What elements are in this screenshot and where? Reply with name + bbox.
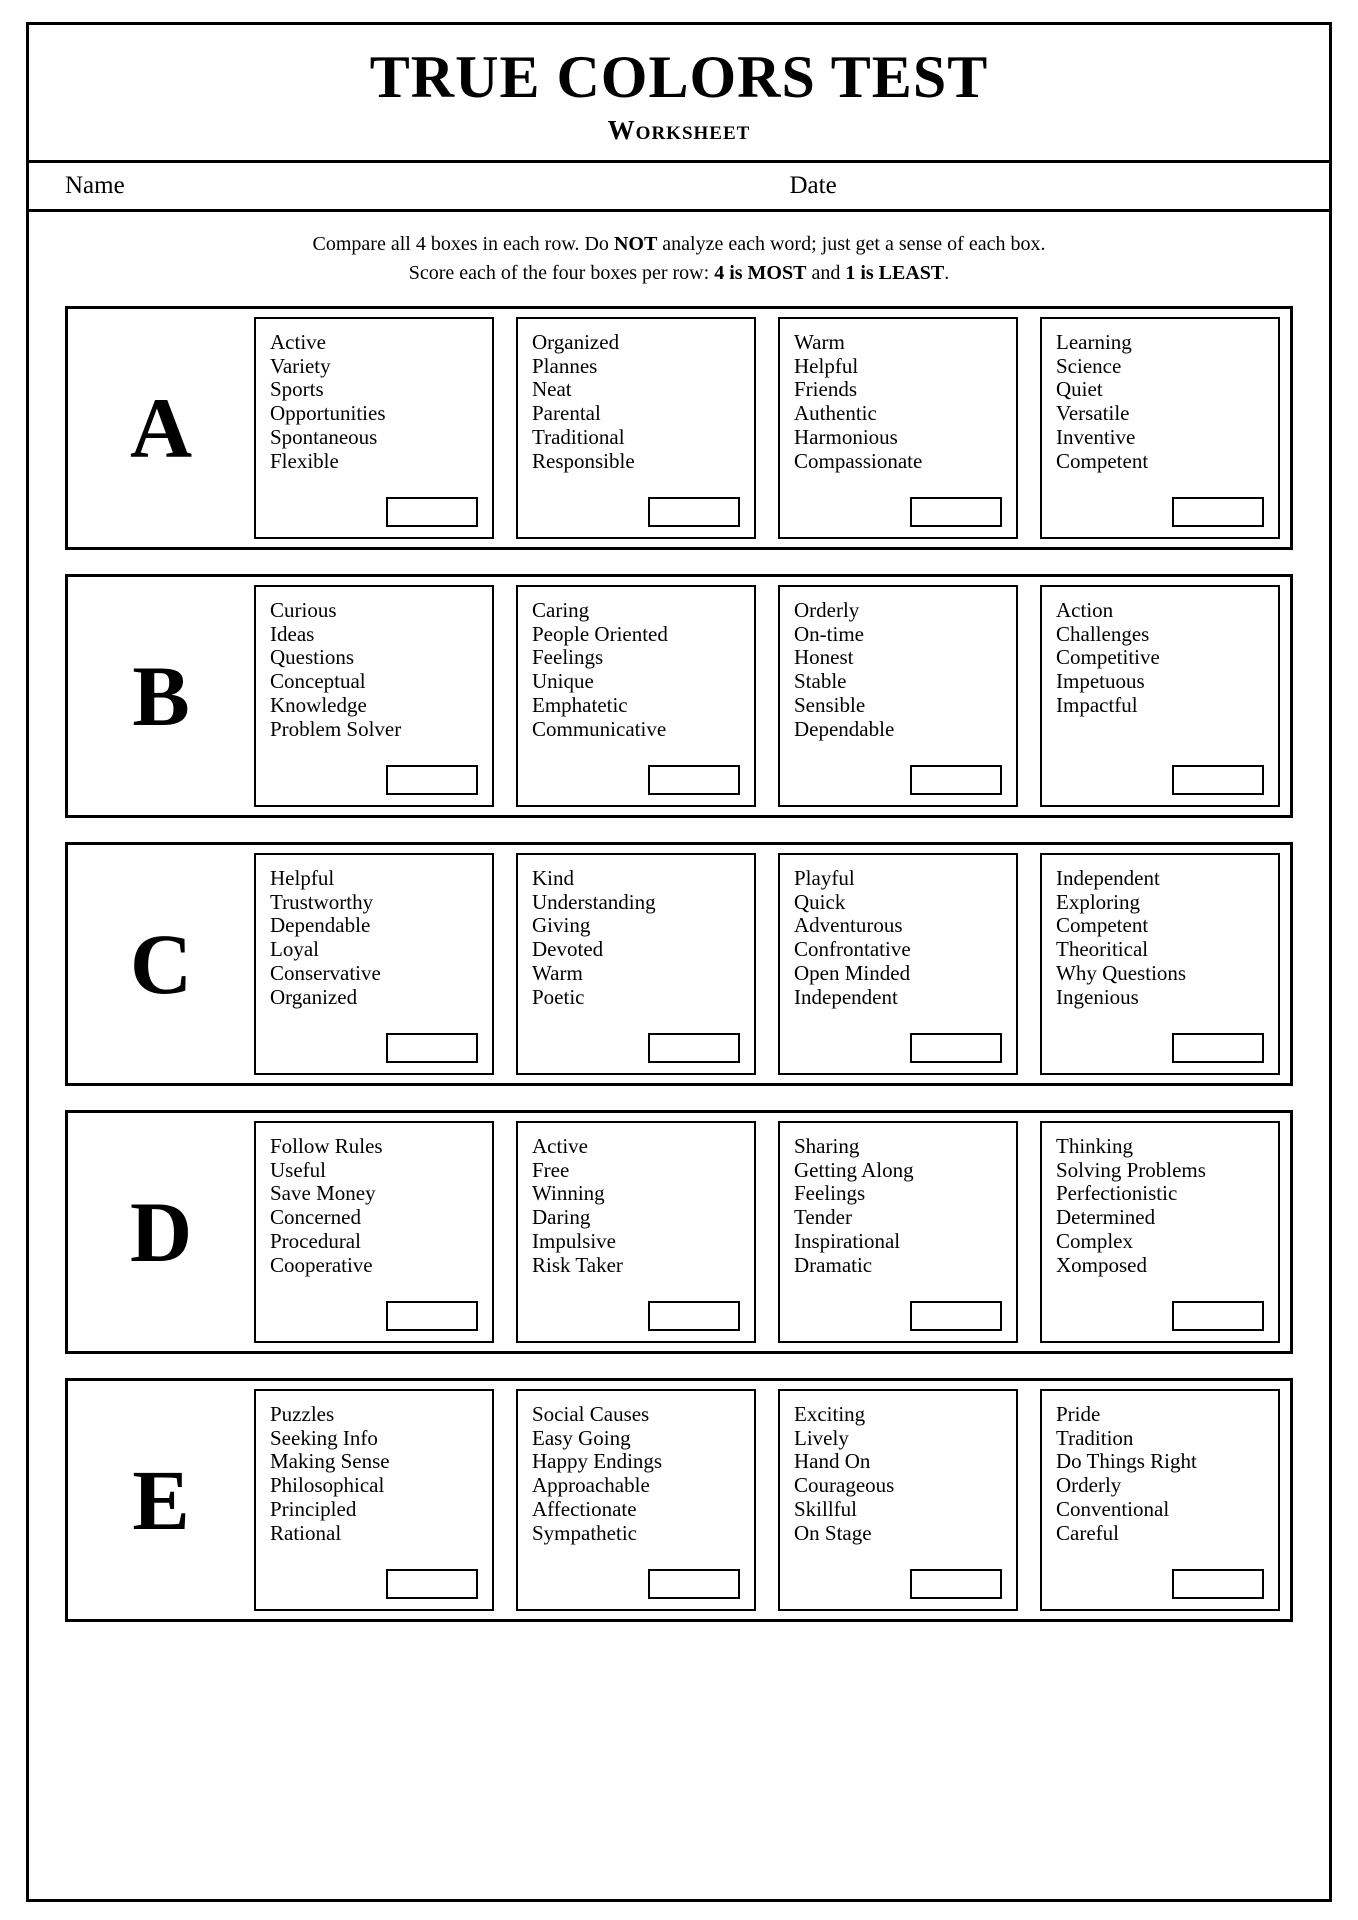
word-item: Useful <box>270 1157 326 1182</box>
row-letter: E <box>132 1452 190 1548</box>
word-item: Ideas <box>270 621 315 646</box>
word-item: Approachable <box>532 1473 650 1498</box>
word-list <box>532 599 754 741</box>
word-item: Quiet <box>1056 377 1103 402</box>
word-item: Sharing <box>794 1134 860 1158</box>
word-list <box>270 331 492 473</box>
word-item: Courageous <box>794 1473 895 1498</box>
title-block <box>29 25 1329 163</box>
word-box <box>778 585 1018 807</box>
word-item: Kind <box>532 866 574 890</box>
word-list <box>1056 1135 1278 1277</box>
word-box <box>1040 853 1280 1075</box>
word-item: Seeking Info <box>270 1425 378 1450</box>
score-input[interactable] <box>386 1569 478 1599</box>
word-item: Conservative <box>270 960 381 985</box>
word-box <box>516 853 756 1075</box>
word-item: Why Questions <box>1056 960 1187 985</box>
word-item: Warm <box>532 960 583 985</box>
score-input[interactable] <box>910 497 1002 527</box>
word-item: On Stage <box>794 1520 872 1545</box>
word-item: Procedural <box>270 1228 361 1253</box>
instructions-line-1 <box>69 230 1289 259</box>
word-item: Communicative <box>532 716 667 741</box>
word-item: Friends <box>794 377 857 402</box>
word-item: Harmonious <box>794 424 898 449</box>
word-item: Tradition <box>1056 1425 1134 1450</box>
row-letter: B <box>132 648 190 744</box>
instructions-least-emphasis: 1 is LEAST <box>845 262 945 284</box>
word-list <box>794 1135 1016 1277</box>
word-box <box>778 853 1018 1075</box>
row-letter: D <box>129 1184 193 1280</box>
word-item: Neat <box>532 377 572 402</box>
word-item: Action <box>1056 598 1114 622</box>
word-item: Challenges <box>1056 621 1150 646</box>
word-list <box>532 867 754 1009</box>
word-box <box>1040 585 1280 807</box>
word-item: On-time <box>794 621 864 646</box>
word-item: Philosophical <box>270 1473 385 1498</box>
word-box-group <box>254 1389 1280 1611</box>
word-item: Pride <box>1056 1402 1101 1426</box>
word-item: Solving Problems <box>1056 1157 1206 1182</box>
score-input[interactable] <box>648 1033 740 1063</box>
score-input[interactable] <box>648 765 740 795</box>
word-box-group <box>254 853 1280 1075</box>
score-input[interactable] <box>648 497 740 527</box>
word-item: Plannes <box>532 353 598 378</box>
word-box <box>516 1389 756 1611</box>
word-item: Adventurous <box>794 913 903 938</box>
word-item: Getting Along <box>794 1157 914 1182</box>
word-box <box>1040 1121 1280 1343</box>
word-item: Tender <box>794 1205 852 1230</box>
word-item: Xomposed <box>1056 1252 1147 1277</box>
word-item: Warm <box>794 330 845 354</box>
word-box <box>516 317 756 539</box>
word-item: Exploring <box>1056 889 1140 914</box>
word-item: Inventive <box>1056 424 1136 449</box>
row-letter: A <box>129 380 193 476</box>
word-item: Impulsive <box>532 1228 616 1253</box>
word-item: Trustworthy <box>270 889 374 914</box>
word-item: Curious <box>270 598 337 622</box>
word-item: Lively <box>794 1425 849 1450</box>
word-item: Orderly <box>794 598 860 622</box>
word-item: Learning <box>1056 330 1132 354</box>
score-input[interactable] <box>1172 765 1264 795</box>
word-item: Open Minded <box>794 960 911 985</box>
question-row <box>65 306 1293 550</box>
word-box <box>516 1121 756 1343</box>
word-item: Feelings <box>532 645 604 670</box>
word-item: Dependable <box>270 913 371 938</box>
instructions-most-emphasis: 4 is MOST <box>714 262 807 284</box>
instructions <box>29 212 1329 296</box>
word-box-group <box>254 585 1280 807</box>
word-item: Competent <box>1056 913 1149 938</box>
word-item: Thinking <box>1056 1134 1133 1158</box>
word-list <box>1056 599 1278 718</box>
score-input[interactable] <box>648 1301 740 1331</box>
word-item: Inspirational <box>794 1228 901 1253</box>
word-list <box>532 331 754 473</box>
word-item: Careful <box>1056 1520 1119 1545</box>
word-box <box>254 1389 494 1611</box>
word-item: Dependable <box>794 716 895 741</box>
word-item: Traditional <box>532 424 625 449</box>
word-list <box>270 599 492 741</box>
word-list <box>270 1135 492 1277</box>
word-item: Giving <box>532 913 591 938</box>
word-item: Risk Taker <box>532 1252 623 1277</box>
word-item: Ingenious <box>1056 984 1139 1009</box>
word-item: Easy Going <box>532 1425 631 1450</box>
word-item: Do Things Right <box>1056 1449 1197 1474</box>
score-input[interactable] <box>386 497 478 527</box>
word-item: Affectionate <box>532 1496 637 1521</box>
score-input[interactable] <box>910 765 1002 795</box>
word-item: Active <box>532 1134 588 1158</box>
question-row <box>65 1110 1293 1354</box>
word-box-group <box>254 1121 1280 1343</box>
word-box <box>254 317 494 539</box>
score-input[interactable] <box>648 1569 740 1599</box>
page-subtitle: Worksheet <box>607 115 751 145</box>
word-item: Helpful <box>270 866 335 890</box>
score-input[interactable] <box>1172 497 1264 527</box>
word-item: Orderly <box>1056 1473 1122 1498</box>
word-item: Social Causes <box>532 1402 650 1426</box>
word-box <box>1040 317 1280 539</box>
score-input[interactable] <box>1172 1569 1264 1599</box>
question-rows <box>29 296 1329 1899</box>
word-list <box>794 1403 1016 1545</box>
word-item: Sensible <box>794 692 866 717</box>
word-item: Independent <box>1056 866 1160 890</box>
worksheet-frame <box>26 22 1332 1902</box>
word-item: Impetuous <box>1056 669 1145 694</box>
question-row <box>65 842 1293 1086</box>
word-item: Competitive <box>1056 645 1160 670</box>
word-item: Determined <box>1056 1205 1156 1230</box>
word-list <box>1056 1403 1278 1545</box>
word-box <box>778 317 1018 539</box>
word-item: Competent <box>1056 448 1149 473</box>
word-list <box>532 1135 754 1277</box>
word-item: Impactful <box>1056 692 1138 717</box>
word-item: Theoritical <box>1056 937 1149 962</box>
word-item: Caring <box>532 598 590 622</box>
word-item: Sports <box>270 377 324 402</box>
word-item: Responsible <box>532 448 635 473</box>
word-item: Spontaneous <box>270 424 378 449</box>
word-item: Save Money <box>270 1181 376 1206</box>
word-item: Free <box>532 1157 570 1182</box>
word-item: Conceptual <box>270 669 366 694</box>
word-item: Opportunities <box>270 401 386 426</box>
word-item: Puzzles <box>270 1402 335 1426</box>
word-item: Authentic <box>794 401 877 426</box>
word-item: Principled <box>270 1496 357 1521</box>
word-item: Perfectionistic <box>1056 1181 1178 1206</box>
word-box <box>1040 1389 1280 1611</box>
word-item: Sympathetic <box>532 1520 637 1545</box>
word-item: Conventional <box>1056 1496 1170 1521</box>
row-letter: C <box>129 916 193 1012</box>
instructions-line1-part1: Compare all 4 boxes in each row. Do <box>312 233 614 255</box>
name-label: Name <box>65 172 125 199</box>
word-item: Organized <box>532 330 620 354</box>
instructions-line2-end: . <box>944 262 950 284</box>
word-item: Winning <box>532 1181 605 1206</box>
score-input[interactable] <box>386 1033 478 1063</box>
word-box <box>778 1121 1018 1343</box>
word-item: Skillful <box>794 1496 858 1521</box>
name-date-row <box>29 163 1329 212</box>
word-item: Knowledge <box>270 692 367 717</box>
word-item: Loyal <box>270 937 319 962</box>
word-item: Complex <box>1056 1228 1133 1253</box>
word-item: Science <box>1056 353 1122 378</box>
word-item: Variety <box>270 353 331 378</box>
page-title: TRUE COLORS TEST <box>369 44 989 110</box>
word-box <box>778 1389 1018 1611</box>
word-item: Understanding <box>532 889 656 914</box>
word-item: Making Sense <box>270 1449 390 1474</box>
word-item: Concerned <box>270 1205 361 1230</box>
word-item: Honest <box>794 645 854 670</box>
score-input[interactable] <box>386 1301 478 1331</box>
word-item: Daring <box>532 1205 591 1230</box>
question-row <box>65 574 1293 818</box>
word-item: Rational <box>270 1520 342 1545</box>
question-row <box>65 1378 1293 1622</box>
score-input[interactable] <box>910 1033 1002 1063</box>
word-item: Versatile <box>1056 401 1130 426</box>
word-box <box>516 585 756 807</box>
score-input[interactable] <box>1172 1033 1264 1063</box>
score-input[interactable] <box>386 765 478 795</box>
word-list <box>532 1403 754 1545</box>
word-item: Devoted <box>532 937 604 962</box>
instructions-line1-part2: analyze each word; just get a sense of each box. <box>657 233 1046 255</box>
word-item: Confrontative <box>794 937 911 962</box>
instructions-line2-mid: and <box>806 262 846 284</box>
word-item: Compassionate <box>794 448 923 473</box>
word-item: Active <box>270 330 326 354</box>
word-list <box>794 867 1016 1009</box>
word-box <box>254 585 494 807</box>
word-item: Exciting <box>794 1402 866 1426</box>
score-input[interactable] <box>910 1569 1002 1599</box>
score-input[interactable] <box>1172 1301 1264 1331</box>
word-list <box>270 1403 492 1545</box>
word-item: Poetic <box>532 984 585 1009</box>
word-item: Hand On <box>794 1449 871 1474</box>
word-item: Cooperative <box>270 1252 373 1277</box>
word-item: Dramatic <box>794 1252 873 1277</box>
word-box-group <box>254 317 1280 539</box>
instructions-not-emphasis: NOT <box>613 233 658 255</box>
word-list <box>270 867 492 1009</box>
word-item: Organized <box>270 984 358 1009</box>
word-box <box>254 853 494 1075</box>
word-item: Happy Endings <box>532 1449 663 1474</box>
word-item: Playful <box>794 866 855 890</box>
word-item: Problem Solver <box>270 716 402 741</box>
word-item: Emphatetic <box>532 692 628 717</box>
word-list <box>1056 867 1278 1009</box>
instructions-line2-part1: Score each of the four boxes per row: <box>408 262 715 284</box>
word-item: Stable <box>794 669 847 694</box>
score-input[interactable] <box>910 1301 1002 1331</box>
word-list <box>1056 331 1278 473</box>
word-item: Parental <box>532 401 601 426</box>
word-item: Unique <box>532 669 594 694</box>
word-item: Flexible <box>270 448 339 473</box>
word-item: People Oriented <box>532 621 668 646</box>
word-list <box>794 599 1016 741</box>
word-item: Helpful <box>794 353 859 378</box>
instructions-line-2 <box>69 259 1289 288</box>
word-item: Quick <box>794 889 846 914</box>
date-label: Date <box>789 172 837 199</box>
word-box <box>254 1121 494 1343</box>
word-list <box>794 331 1016 473</box>
word-item: Feelings <box>794 1181 866 1206</box>
word-item: Independent <box>794 984 898 1009</box>
word-item: Follow Rules <box>270 1134 383 1158</box>
word-item: Questions <box>270 645 354 670</box>
